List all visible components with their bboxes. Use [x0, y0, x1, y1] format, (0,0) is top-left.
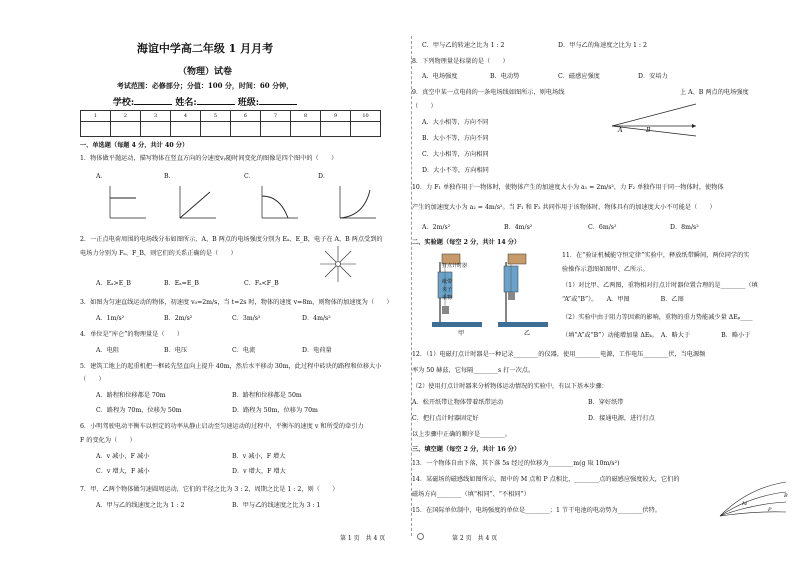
q10-option-d: D．8m/s²: [670, 224, 699, 231]
graph-b-icon: [176, 184, 218, 222]
score-cell: 5: [201, 111, 231, 122]
question-1: 1．物体做平抛运动，描写物体在竖直方向的分速度vᵧ随时间变化的图像是四个图中的（ ）: [80, 155, 338, 162]
q8-option-a: A．电场强度: [422, 73, 458, 80]
school-label: 学校:: [112, 98, 135, 108]
fig-tape-label: 纸带: [442, 279, 453, 285]
point-a-label: A: [618, 127, 623, 134]
section-3-heading: 三、填空题（每空 2 分，共计 16 分）: [412, 446, 521, 453]
q7-option-d: D．甲与乙的角速度之比为 1 : 2: [558, 42, 647, 49]
fig-weight-label: 重物: [442, 295, 453, 301]
q4-option-b: B．电压: [164, 347, 188, 354]
question-7: 7．甲、乙两个物体做匀速圆周运动，它们的半径之比为 3 : 2，周期之比是 1 : 2，则（ ）: [80, 486, 339, 493]
answer-cell[interactable]: [351, 122, 381, 137]
q7-option-c: C．甲与乙的转速之比为 1 : 2: [422, 42, 505, 49]
question-14-line-1: 14．某磁场的磁感线如图所示，图中的 M 点和 P 点相比，________点的磁感应强度较大，它们的: [412, 476, 680, 483]
question-3: 3．如图为匀速直线运动的物体，初速度 v₀=2m/s，当 t=2s 时，物体的速度 v=8m，则物体的加速度为（ ）: [80, 299, 393, 306]
q4-option-c: C．电流: [232, 347, 256, 354]
q8-option-b: B．电动势: [490, 73, 520, 80]
point-m-label: M: [742, 501, 748, 507]
question-6-line-1: 6．小明驾驶电动平衡车以恒定的功率从静止启动至匀速运动的过程中，平衡车的速度 v 和所受的牵引力: [80, 423, 364, 430]
q2-option-a: A．Eₐ>E_B: [96, 280, 131, 287]
question-13: 13．一个物体自由下落，其下落 5s 经过的位移为________m(g 取 10m/s²): [412, 460, 620, 467]
page-2: [412, 0, 794, 561]
score-cell: 4: [171, 111, 201, 122]
question-8: 8．下列物理量是标量的是（ ）: [412, 58, 509, 65]
q2-option-b: B．Eₐ=E_B: [164, 280, 199, 287]
answer-cell[interactable]: [201, 122, 231, 137]
question-11-line-1: 11．在“验证机械能守恒定律”实验中，释放纸带瞬间，两位同学的实: [562, 252, 750, 259]
question-10-line-2: 产生的加速度大小为 a₂ = 4m/s²。当 F₁ 和 F₂ 共同作用于该物体时，物体具有的加速度大小不可能是（ ）: [412, 204, 716, 211]
answer-cell[interactable]: [321, 122, 351, 137]
field-b-label: B: [784, 493, 788, 499]
q2-option-c: C．Fₐ<F_B: [244, 280, 279, 287]
score-cell: 8: [291, 111, 321, 122]
question-9-line-1: 9．真空中某一点电荷的一条电场线如图所示，则电场线: [412, 89, 565, 96]
graph-a-icon: [106, 184, 148, 222]
q10-option-c: C．6m/s²: [588, 224, 617, 231]
score-cell: 6: [231, 111, 261, 122]
question-10-line-1: 10．力 F₁ 单独作用于一物体时，使物体产生的加速度大小为 a₁ = 2m/s²，力 F₂ 单独作用于同一物体时，使物体: [412, 184, 724, 191]
q7-option-b: B．甲与乙的线速度之比为 3 : 1: [232, 502, 321, 509]
q5-option-b: B．路程和位移都是 50m: [232, 392, 302, 399]
score-table: [80, 110, 381, 137]
question-11-line-4: “A”或“B”）。 A．甲图 B．乙图: [562, 296, 684, 303]
answer-cell[interactable]: [231, 122, 261, 137]
exam-info: 考试范围：必修部分；分值：100 分，时间：60 分钟，: [116, 81, 294, 90]
q12-step-b: B．穿好纸带: [588, 399, 624, 406]
question-15: 15．在国际单位制中，电场强度的单位是________；1 节干电池的电动势为________伏特。: [412, 507, 661, 514]
page-1-footer: 第 1 页 共 4 页: [340, 535, 386, 542]
q7-option-a: A．甲与乙的线速度之比为 1 : 2: [96, 502, 185, 509]
point-p-label: P: [768, 507, 772, 513]
answer-cell[interactable]: [141, 122, 171, 137]
graph-d-icon: [336, 184, 378, 222]
fig-label-jia: 甲: [458, 330, 465, 337]
question-5-line-1: 5．建筑工地上的起重机把一框砖先竖直向上提升 40m，然后水平移动 30m，此过程中砖块的路程和位移大小: [80, 363, 382, 370]
q6-option-a: A．v 减小，F 减小: [96, 453, 150, 460]
page-2-footer: 第 2 页 共 4 页: [452, 535, 498, 542]
school-field[interactable]: [134, 96, 172, 105]
answer-cell[interactable]: [291, 122, 321, 137]
q10-option-a: A．2m/s²: [422, 224, 451, 231]
class-field[interactable]: [259, 96, 297, 105]
name-label: 姓名:: [175, 98, 197, 108]
student-info-line: [0, 95, 410, 108]
section-2-heading: 二、实验题（每空 2 分，共计 14 分）: [412, 239, 521, 246]
score-cell: 9: [321, 111, 351, 122]
question-11-line-3: （1）对比甲、乙两图，重物相对打点计时器位置合理的是________（填: [562, 282, 758, 289]
class-label: 班级:: [237, 98, 260, 108]
q1-option-d: D．: [318, 173, 330, 180]
answer-cell[interactable]: [111, 122, 141, 137]
answer-cell[interactable]: [171, 122, 201, 137]
question-11-line-2: 验操作示意图如图甲、乙所示。: [562, 266, 649, 273]
question-11-line-6: （填“A”或“B”）动能增加量 ΔEₖ。 A．略大于 B．略小于: [562, 332, 751, 339]
exam-title: 海谊中学高二年级 1 月月考: [136, 42, 274, 55]
question-9-line-1b: 上 A、B 两点的电场强度: [680, 89, 749, 96]
score-cell: 7: [261, 111, 291, 122]
q4-option-a: A．电阻: [96, 347, 120, 354]
q8-option-d: D．安培力: [638, 73, 668, 80]
q1-option-c: C．: [244, 173, 255, 180]
point-b-label: B: [646, 127, 651, 134]
question-11-line-5: （2）实验中由于阻力等因素的影响，重物的重力势能减少量 ΔEₚ____: [562, 314, 753, 321]
fig-timer-label: 打点计时器: [442, 263, 468, 269]
question-12-line-4: 以上步骤中正确的顺序是________。: [412, 431, 511, 438]
q9-option-d: D．大小不等，方向相同: [422, 167, 489, 174]
question-4: 4．单位是“库仑”的物理量是（ ）: [80, 331, 184, 338]
q9-option-a: A．大小相等，方向不同: [422, 119, 489, 126]
q3-option-c: C．3m/s²: [232, 315, 261, 322]
question-12-line-1: 12．（1）电磁打点计时器是一种记录________的仪器，使用________电源，工作电压________伏，当电源频: [412, 351, 706, 358]
q12-step-d: D．接通电源，进行打点: [588, 415, 655, 422]
question-2-line-1: 2．一正点电荷周围的电场线分布如图所示，A、B 两点的电场强度分别为 Eₐ、E_B，电子在 A、B 两点受到的: [80, 236, 383, 243]
q3-option-b: B．2m/s²: [164, 315, 193, 322]
question-14-line-2: 磁场方向________（填“相同”、“不相同”）: [412, 491, 530, 498]
point-charge-field-icon: [318, 244, 358, 284]
q1-option-b: B．: [164, 173, 175, 180]
q8-option-c: C．磁感应强度: [558, 73, 600, 80]
score-cell: 2: [111, 111, 141, 122]
q4-option-d: D．电荷量: [302, 347, 332, 354]
q5-option-a: A．路程和位移都是 70m: [96, 392, 166, 399]
fig-clip-label: 夹子: [442, 287, 453, 293]
exam-subtitle: （物理）试卷: [177, 67, 232, 77]
q10-option-b: B．4m/s²: [504, 224, 533, 231]
experiment-figure-b-icon: [496, 252, 556, 330]
graph-c-icon: [258, 184, 300, 222]
q6-option-d: D．v 增大，F 增大: [232, 468, 286, 475]
answer-cell[interactable]: [261, 122, 291, 137]
question-6-line-2: F 的变化为（ ）: [80, 437, 136, 444]
q3-option-d: D．4m/s²: [302, 315, 331, 322]
section-1-heading: 一、单选题（每题 4 分，共计 40 分）: [80, 142, 189, 149]
q6-option-b: B．v 减小，F 增大: [232, 453, 286, 460]
q9-option-b: B．大小不等，方向不同: [422, 135, 489, 142]
q9-option-c: C．大小相等，方向相同: [422, 151, 489, 158]
fig-label-yi: 乙: [524, 330, 531, 337]
q5-option-d: D．路程为 50m，位移为 70m: [232, 407, 318, 414]
question-5-line-2: （ ）: [80, 376, 105, 383]
question-12-line-3: （2）使用打点计时器来分析物体运动情况的实验中，有以下基本步骤：: [412, 383, 608, 390]
q6-option-c: C．v 增大，F 减小: [96, 468, 150, 475]
score-cell: 1: [81, 111, 111, 122]
q3-option-a: A．1m/s²: [96, 315, 125, 322]
answer-cell[interactable]: [81, 122, 111, 137]
magnetic-field-lines-icon: [718, 478, 788, 518]
q1-option-a: A．: [96, 173, 107, 180]
question-2-line-2: 电场力分别为 Fₐ、F_B，则它们的关系正确的是（ ）: [80, 250, 237, 257]
q12-step-a: A．松开纸带让物体带着纸带运动: [412, 399, 504, 406]
question-9-line-2: （ ）: [412, 103, 437, 110]
name-field[interactable]: [197, 96, 235, 105]
score-cell: 10: [351, 111, 381, 122]
q5-option-c: C．路程为 70m，位移为 50m: [96, 407, 182, 414]
score-cell: 3: [141, 111, 171, 122]
q12-step-c: C．把打点计时器固定好: [412, 415, 479, 422]
question-12-line-2: 率为 50 赫兹，它每隔________s 打一次点。: [412, 367, 535, 374]
